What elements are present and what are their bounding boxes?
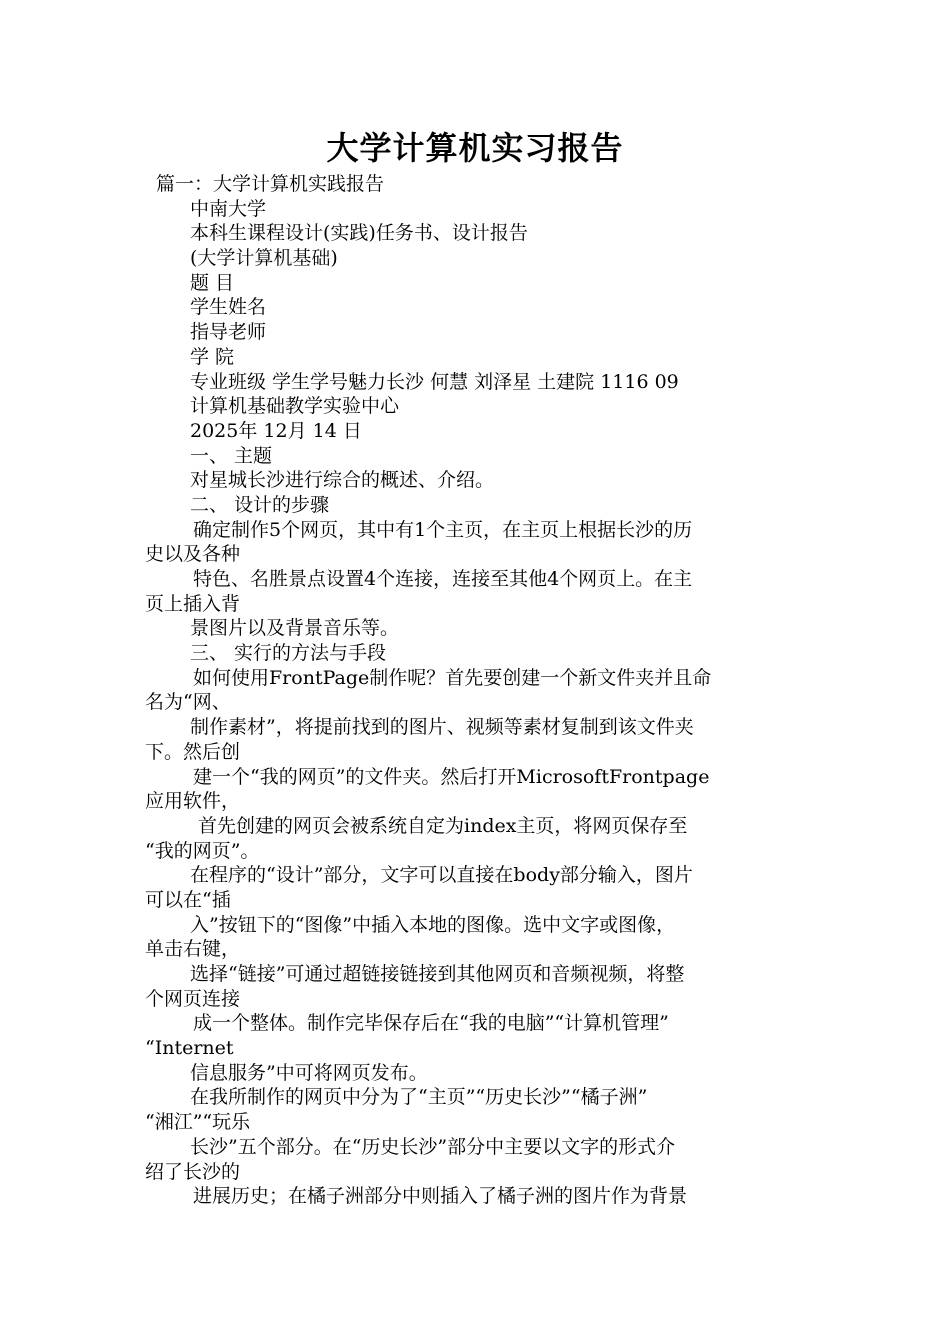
body-line: 建一个“我的网页”的文件夹。然后打开MicrosoftFrontpage — [193, 765, 710, 788]
body-line: 确定制作5个网页，其中有1个主页，在主页上根据长沙的历 — [193, 518, 693, 541]
body-line: 入”按钮下的“图像”中插入本地的图像。选中文字或图像， — [190, 913, 676, 936]
body-line: 指导老师 — [190, 321, 267, 344]
body-line: 学 院 — [190, 345, 235, 368]
document-body — [145, 172, 810, 1209]
body-line: 个网页连接 — [145, 987, 241, 1010]
body-line: 史以及各种 — [145, 543, 241, 566]
body-line: 二、 设计的步骤 — [190, 493, 330, 516]
body-line: 对星城长沙进行综合的概述、介绍。 — [190, 469, 495, 492]
body-line: 专业班级 学生学号魅力长沙 何慧 刘泽星 土建院 1116 09 — [190, 370, 679, 393]
body-line: 下。然后创 — [145, 740, 241, 763]
body-line: 成一个整体。制作完毕保存后在“我的电脑”“计算机管理” — [193, 1012, 669, 1035]
body-line: 如何使用FrontPage制作呢？首先要创建一个新文件夹并且命 — [193, 666, 712, 689]
body-line: 制作素材”，将提前找到的图片、视频等素材复制到该文件夹 — [190, 716, 694, 739]
body-line: 选择“链接”可通过超链接链接到其他网页和音频视频，将整 — [190, 963, 685, 985]
body-line: 三、 实行的方法与手段 — [190, 642, 387, 665]
body-line: 长沙”五个部分。在“历史长沙”部分中主要以文字的形式介 — [190, 1135, 676, 1158]
body-line: 一、 主题 — [190, 444, 273, 467]
body-line: “湘江”“玩乐 — [145, 1111, 251, 1134]
body-line: (大学计算机基础) — [190, 247, 338, 270]
body-line: 信息服务”中可将网页发布。 — [190, 1061, 428, 1084]
document-title: 大学计算机实习报告 — [326, 129, 624, 167]
body-line: 中南大学 — [190, 197, 267, 220]
body-line: 单击右键， — [145, 938, 241, 961]
body-line: 本科生课程设计(实践)任务书、设计报告 — [190, 222, 528, 245]
body-line: “Internet — [145, 1037, 234, 1060]
body-line: “我的网页”。 — [145, 839, 260, 862]
body-line: 2025年 12月 14 日 — [190, 419, 362, 442]
body-line: 可以在“插 — [145, 888, 231, 911]
body-line: 页上插入背 — [145, 592, 241, 615]
body-line: 进展历史；在橘子洲部分中则插入了橘子洲的图片作为背景 — [193, 1185, 688, 1208]
body-line: 篇一：大学计算机实践报告 — [156, 173, 385, 195]
body-line: 景图片以及背景音乐等。 — [190, 617, 400, 640]
body-line: 名为“网、 — [145, 691, 231, 714]
body-line: 绍了长沙的 — [145, 1160, 241, 1183]
body-line: 首先创建的网页会被系统自定为index主页，将网页保存至 — [198, 814, 688, 837]
body-line: 题 目 — [190, 271, 235, 294]
body-line: 特色、名胜景点设置4个连接，连接至其他4个网页上。在主 — [193, 568, 693, 590]
body-line: 学生姓名 — [190, 296, 267, 319]
body-line: 应用软件， — [145, 790, 241, 813]
body-line: 在我所制作的网页中分为了“主页”“历史长沙”“橘子洲” — [190, 1086, 648, 1109]
body-line: 计算机基础教学实验中心 — [190, 395, 400, 418]
body-line: 在程序的“设计”部分，文字可以直接在body部分输入，图片 — [190, 864, 693, 887]
